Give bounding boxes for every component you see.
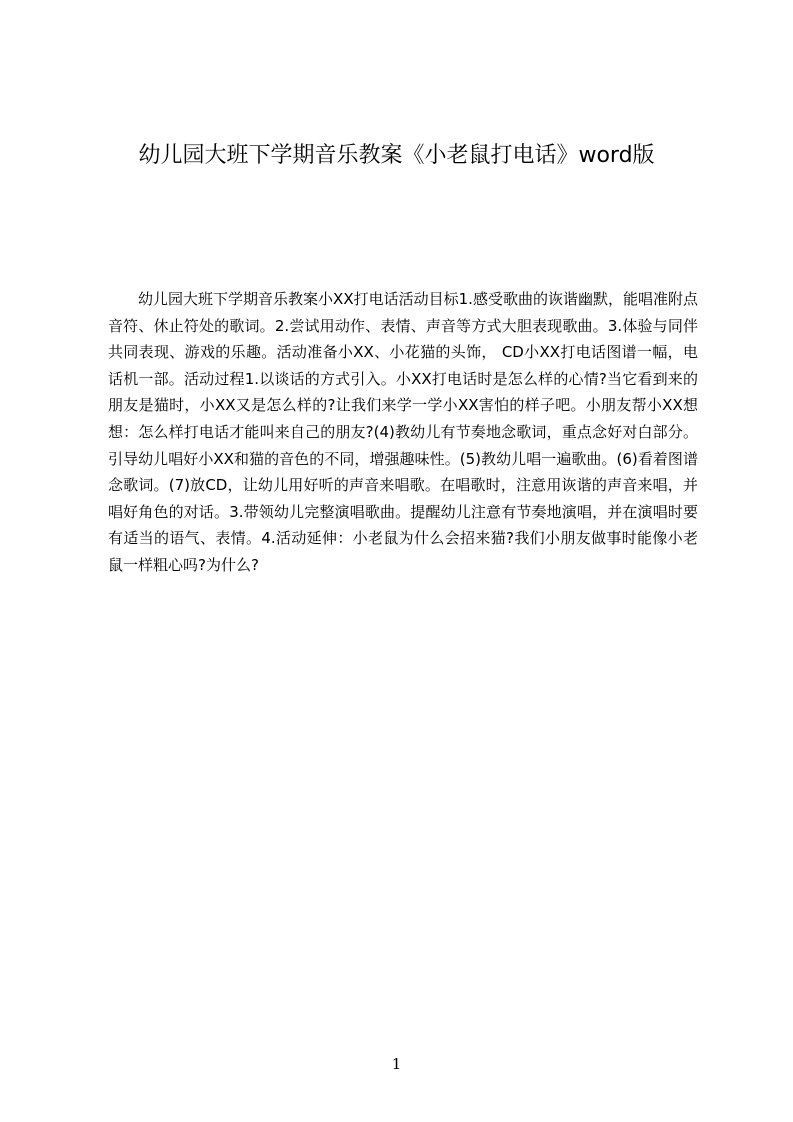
page-number: 1 bbox=[391, 1055, 402, 1073]
body-paragraph: 幼儿园大班下学期音乐教案小XX打电话活动目标1.感受歌曲的诙谐幽默，能唱准附点音符、休止符处的歌词。2.尝试用动作、表情、声音等方式大胆表现歌曲。3.体验与同伴共同表现、游戏的乐趣。活动准备小XX、小花猫的头饰， CD小XX打电话图谱一幅，电话机一部。活动过程1.以谈话的方式引入。小XX打电话时是怎么样的心情?当它看到来的朋友是猫时，小XX又是怎么样的?让我们来学一学小XX害怕的样子吧。小朋友帮小XX想想：怎么样打电话才能叫来自己的朋友?(4)教幼儿有节奏地念歌词，重点念好对白部分。引导幼儿唱好小XX和猫的音色的不同，增强趣味性。(5)教幼儿唱一遍歌曲。(6)看着图谱念歌词。(7)放CD，让幼儿用好听的声音来唱歌。在唱歌时，注意用诙谐的声音来唱，并唱好角色的对话。3.带领幼儿完整演唱歌曲。提醒幼儿注意有节奏地演唱，并在演唱时要有适当的语气、表情。4.活动延伸：小老鼠为什么会招来猫?我们小朋友做事时能像小老鼠一样粗心吗?为什么? bbox=[108, 290, 698, 574]
document-title: 幼儿园大班下学期音乐教案《小老鼠打电话》word版 bbox=[138, 143, 655, 168]
